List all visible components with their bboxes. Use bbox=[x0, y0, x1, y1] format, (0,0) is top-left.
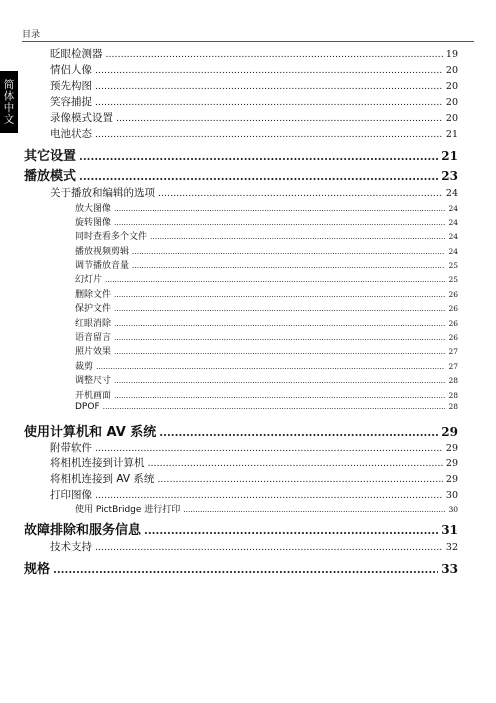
toc-leader-dots bbox=[183, 505, 445, 514]
toc-entry-title: 将相机连接到计算机 bbox=[50, 457, 145, 469]
toc-entry-page: 20 bbox=[445, 113, 458, 124]
toc-leader-dots bbox=[105, 275, 445, 284]
toc-entry-page: 29 bbox=[445, 458, 458, 469]
toc-entry[interactable] bbox=[75, 402, 458, 412]
toc-entry-title: 开机画面 bbox=[75, 391, 112, 401]
toc-entry-title: 旋转图像 bbox=[75, 218, 112, 228]
toc-entry-title: 技术支持 bbox=[50, 541, 92, 553]
toc-entry[interactable] bbox=[50, 46, 458, 61]
toc-entry[interactable] bbox=[75, 502, 458, 515]
toc-leader-dots bbox=[132, 261, 445, 270]
toc-entry-page: 23 bbox=[441, 169, 458, 183]
toc-leader-dots bbox=[79, 170, 438, 183]
toc-entry-page: 31 bbox=[441, 523, 458, 537]
toc-entry[interactable] bbox=[24, 421, 458, 440]
toc-entry-page: 19 bbox=[445, 49, 458, 60]
toc-entry-title: 放大图像 bbox=[75, 204, 112, 214]
toc-entry[interactable] bbox=[75, 344, 458, 357]
toc-entry[interactable] bbox=[50, 487, 458, 502]
toc-entry-page: 29 bbox=[441, 425, 458, 439]
toc-leader-dots bbox=[53, 563, 438, 576]
toc-entry[interactable] bbox=[50, 126, 458, 141]
toc-leader-dots bbox=[114, 347, 445, 356]
toc-leader-dots bbox=[95, 81, 443, 92]
toc-entry[interactable] bbox=[75, 388, 458, 401]
toc-leader-dots bbox=[95, 542, 443, 553]
toc-entry-page: 20 bbox=[445, 65, 458, 76]
toc-entry-page: 26 bbox=[448, 290, 458, 299]
toc-entry-page: 24 bbox=[448, 232, 458, 241]
toc-entry-page: 24 bbox=[445, 188, 458, 199]
toc-entry-title: 其它设置 bbox=[24, 149, 77, 164]
toc-leader-dots bbox=[159, 426, 438, 439]
toc-entry-title: 附带软件 bbox=[50, 442, 92, 454]
toc-entry-title: 幻灯片 bbox=[75, 275, 103, 285]
toc-leader-dots bbox=[114, 319, 445, 328]
toc-entry-page: 29 bbox=[445, 474, 458, 485]
toc-entry-title: 故障排除和服务信息 bbox=[24, 523, 142, 538]
toc-entry[interactable] bbox=[50, 440, 458, 455]
toc-entry-page: 29 bbox=[445, 443, 458, 454]
toc-leader-dots bbox=[114, 290, 445, 299]
toc-entry-page: 20 bbox=[445, 81, 458, 92]
toc-entry[interactable] bbox=[75, 215, 458, 228]
toc-entry[interactable] bbox=[75, 287, 458, 300]
toc-leader-dots bbox=[157, 474, 443, 485]
toc-leader-dots bbox=[116, 113, 443, 124]
toc-entry[interactable] bbox=[50, 78, 458, 93]
toc-entry-title: 眨眼检测器 bbox=[50, 48, 103, 60]
toc-entry[interactable] bbox=[75, 301, 458, 314]
toc-entry-page: 26 bbox=[448, 304, 458, 313]
toc-entry-title: 裁剪 bbox=[75, 362, 94, 372]
toc-leader-dots bbox=[150, 232, 445, 241]
toc-entry-title: 调整尺寸 bbox=[75, 376, 112, 386]
toc-leader-dots bbox=[95, 129, 443, 140]
toc-entry-title: 删除文件 bbox=[75, 290, 112, 300]
toc-leader-dots bbox=[95, 490, 443, 501]
toc-entry-page: 26 bbox=[448, 319, 458, 328]
toc-entry-title: 将相机连接到 AV 系统 bbox=[50, 473, 155, 485]
toc-entry-page: 20 bbox=[445, 97, 458, 108]
toc-entry-title: 保护文件 bbox=[75, 304, 112, 314]
toc-entry[interactable] bbox=[75, 316, 458, 329]
toc-entry-page: 24 bbox=[448, 247, 458, 256]
toc-entry-page: 28 bbox=[448, 376, 458, 385]
toc-entry-page: 28 bbox=[448, 391, 458, 400]
toc-entry-page: 27 bbox=[448, 347, 458, 356]
toc-entry[interactable] bbox=[75, 359, 458, 372]
toc-entry-title: 语音留言 bbox=[75, 333, 112, 343]
toc-entry[interactable] bbox=[75, 229, 458, 242]
toc-leader-dots bbox=[103, 402, 446, 411]
toc-entry[interactable] bbox=[50, 62, 458, 77]
toc-entry[interactable] bbox=[75, 330, 458, 343]
toc-entry[interactable] bbox=[50, 539, 458, 554]
toc-entry-title: 录像模式设置 bbox=[50, 112, 113, 124]
toc-entry[interactable] bbox=[75, 272, 458, 285]
running-header: 目录 bbox=[22, 30, 41, 40]
toc-leader-dots bbox=[158, 188, 443, 199]
toc-entry-title: 照片效果 bbox=[75, 347, 112, 357]
toc-entry[interactable] bbox=[24, 165, 458, 184]
toc-entry-title: 使用计算机和 AV 系统 bbox=[24, 425, 157, 440]
toc-leader-dots bbox=[114, 376, 445, 385]
toc-entry-page: 26 bbox=[448, 333, 458, 342]
toc-entry-title: 调节播放音量 bbox=[75, 261, 130, 271]
toc-entry[interactable] bbox=[75, 244, 458, 257]
toc-leader-dots bbox=[114, 391, 445, 400]
toc-leader-dots bbox=[114, 304, 445, 313]
toc-entry-page: 30 bbox=[448, 505, 458, 514]
toc-entry-page: 32 bbox=[445, 542, 458, 553]
toc-entry-title: DPOF bbox=[75, 402, 100, 412]
toc-leader-dots bbox=[79, 150, 438, 163]
toc-entry-page: 25 bbox=[448, 275, 458, 284]
language-tab bbox=[0, 71, 18, 133]
toc-entry-title: 红眼消除 bbox=[75, 319, 112, 329]
toc-entry[interactable] bbox=[50, 94, 458, 109]
toc-entry[interactable] bbox=[50, 455, 458, 470]
toc-entry[interactable] bbox=[24, 145, 458, 164]
toc-entry-page: 27 bbox=[448, 362, 458, 371]
toc-entry[interactable] bbox=[50, 185, 458, 200]
toc-entry-title: 情侣人像 bbox=[50, 64, 92, 76]
toc-entry-page: 24 bbox=[448, 218, 458, 227]
toc-entry[interactable] bbox=[50, 471, 458, 486]
toc-entry-page: 30 bbox=[445, 490, 458, 501]
toc-leader-dots bbox=[114, 218, 445, 227]
header-rule bbox=[22, 41, 474, 42]
toc-entry[interactable] bbox=[75, 201, 458, 214]
toc-leader-dots bbox=[144, 524, 438, 537]
toc-entry-title: 播放模式 bbox=[24, 169, 77, 184]
toc-leader-dots bbox=[106, 49, 443, 60]
toc-entry-title: 使用 PictBridge 进行打印 bbox=[75, 505, 181, 515]
toc-entry[interactable] bbox=[75, 258, 458, 271]
toc-entry-page: 28 bbox=[448, 402, 458, 411]
toc-entry-page: 24 bbox=[448, 204, 458, 213]
toc-leader-dots bbox=[96, 362, 445, 371]
toc-entry[interactable] bbox=[24, 519, 458, 538]
toc-leader-dots bbox=[95, 443, 443, 454]
toc-leader-dots bbox=[114, 204, 445, 213]
toc-entry[interactable] bbox=[24, 558, 458, 577]
toc-entry[interactable] bbox=[75, 373, 458, 386]
language-tab-label: 简体中文 bbox=[2, 79, 15, 125]
toc-leader-dots bbox=[148, 458, 443, 469]
toc-entry-page: 21 bbox=[441, 149, 458, 163]
toc-leader-dots bbox=[114, 333, 445, 342]
toc-entry-title: 同时查看多个文件 bbox=[75, 232, 148, 242]
toc-entry-title: 电池状态 bbox=[50, 128, 92, 140]
toc-entry-title: 预先构图 bbox=[50, 80, 92, 92]
toc-entry-page: 33 bbox=[441, 562, 458, 576]
toc-entry-title: 打印图像 bbox=[50, 489, 92, 501]
toc-entry-page: 21 bbox=[445, 129, 458, 140]
toc-entry-title: 规格 bbox=[24, 562, 51, 577]
toc-leader-dots bbox=[132, 247, 445, 256]
toc-leader-dots bbox=[95, 97, 443, 108]
toc-entry[interactable] bbox=[50, 110, 458, 125]
toc-entry-title: 播放视频剪辑 bbox=[75, 247, 130, 257]
toc-entry-title: 笑容捕捉 bbox=[50, 96, 92, 108]
toc-leader-dots bbox=[95, 65, 443, 76]
toc-entry-page: 25 bbox=[448, 261, 458, 270]
toc-entry-title: 关于播放和编辑的选项 bbox=[50, 187, 155, 199]
